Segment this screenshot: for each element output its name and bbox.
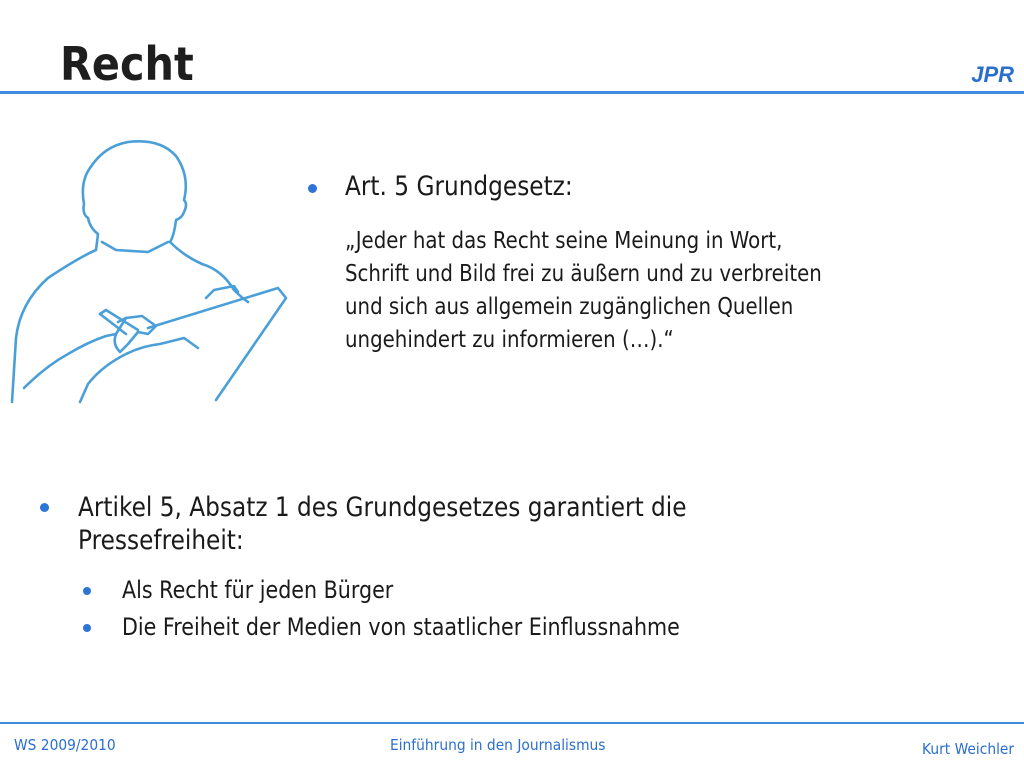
sub-bullet-dot (83, 624, 91, 632)
quote-line: und sich aus allgemein zugänglichen Quellen (345, 294, 794, 320)
quote-line: ungehindert zu informieren (…).“ (345, 327, 674, 353)
footer-author: Kurt Weichler (921, 740, 1014, 758)
bullet-dot (40, 503, 49, 512)
main-point-text (78, 491, 687, 557)
article-heading: Art. 5 Grundgesetz: (345, 171, 573, 202)
sub-bullet-dot (83, 587, 91, 595)
footer-semester: WS 2009/2010 (14, 736, 116, 754)
quote-line: Schrift und Bild frei zu äußern und zu verbreiten (345, 261, 822, 287)
page-title: Recht (60, 37, 194, 91)
footer-divider (0, 722, 1024, 724)
brand-logo-text: JPR (971, 62, 1014, 87)
header-divider (0, 91, 1024, 94)
article-quote (345, 225, 822, 357)
list-item: Die Freiheit der Medien von staatlicher Einflussnahme (122, 613, 680, 641)
main-point-line: Pressefreiheit: (78, 525, 244, 556)
list-item: Als Recht für jeden Bürger (122, 576, 394, 604)
quote-line: „Jeder hat das Recht seine Meinung in Wort, (345, 228, 783, 254)
footer-course-title: Einführung in den Journalismus (390, 736, 606, 754)
journalist-writing-icon (8, 138, 298, 408)
main-point-line: Artikel 5, Absatz 1 des Grundgesetzes garantiert die (78, 492, 687, 523)
bullet-dot (308, 184, 317, 193)
